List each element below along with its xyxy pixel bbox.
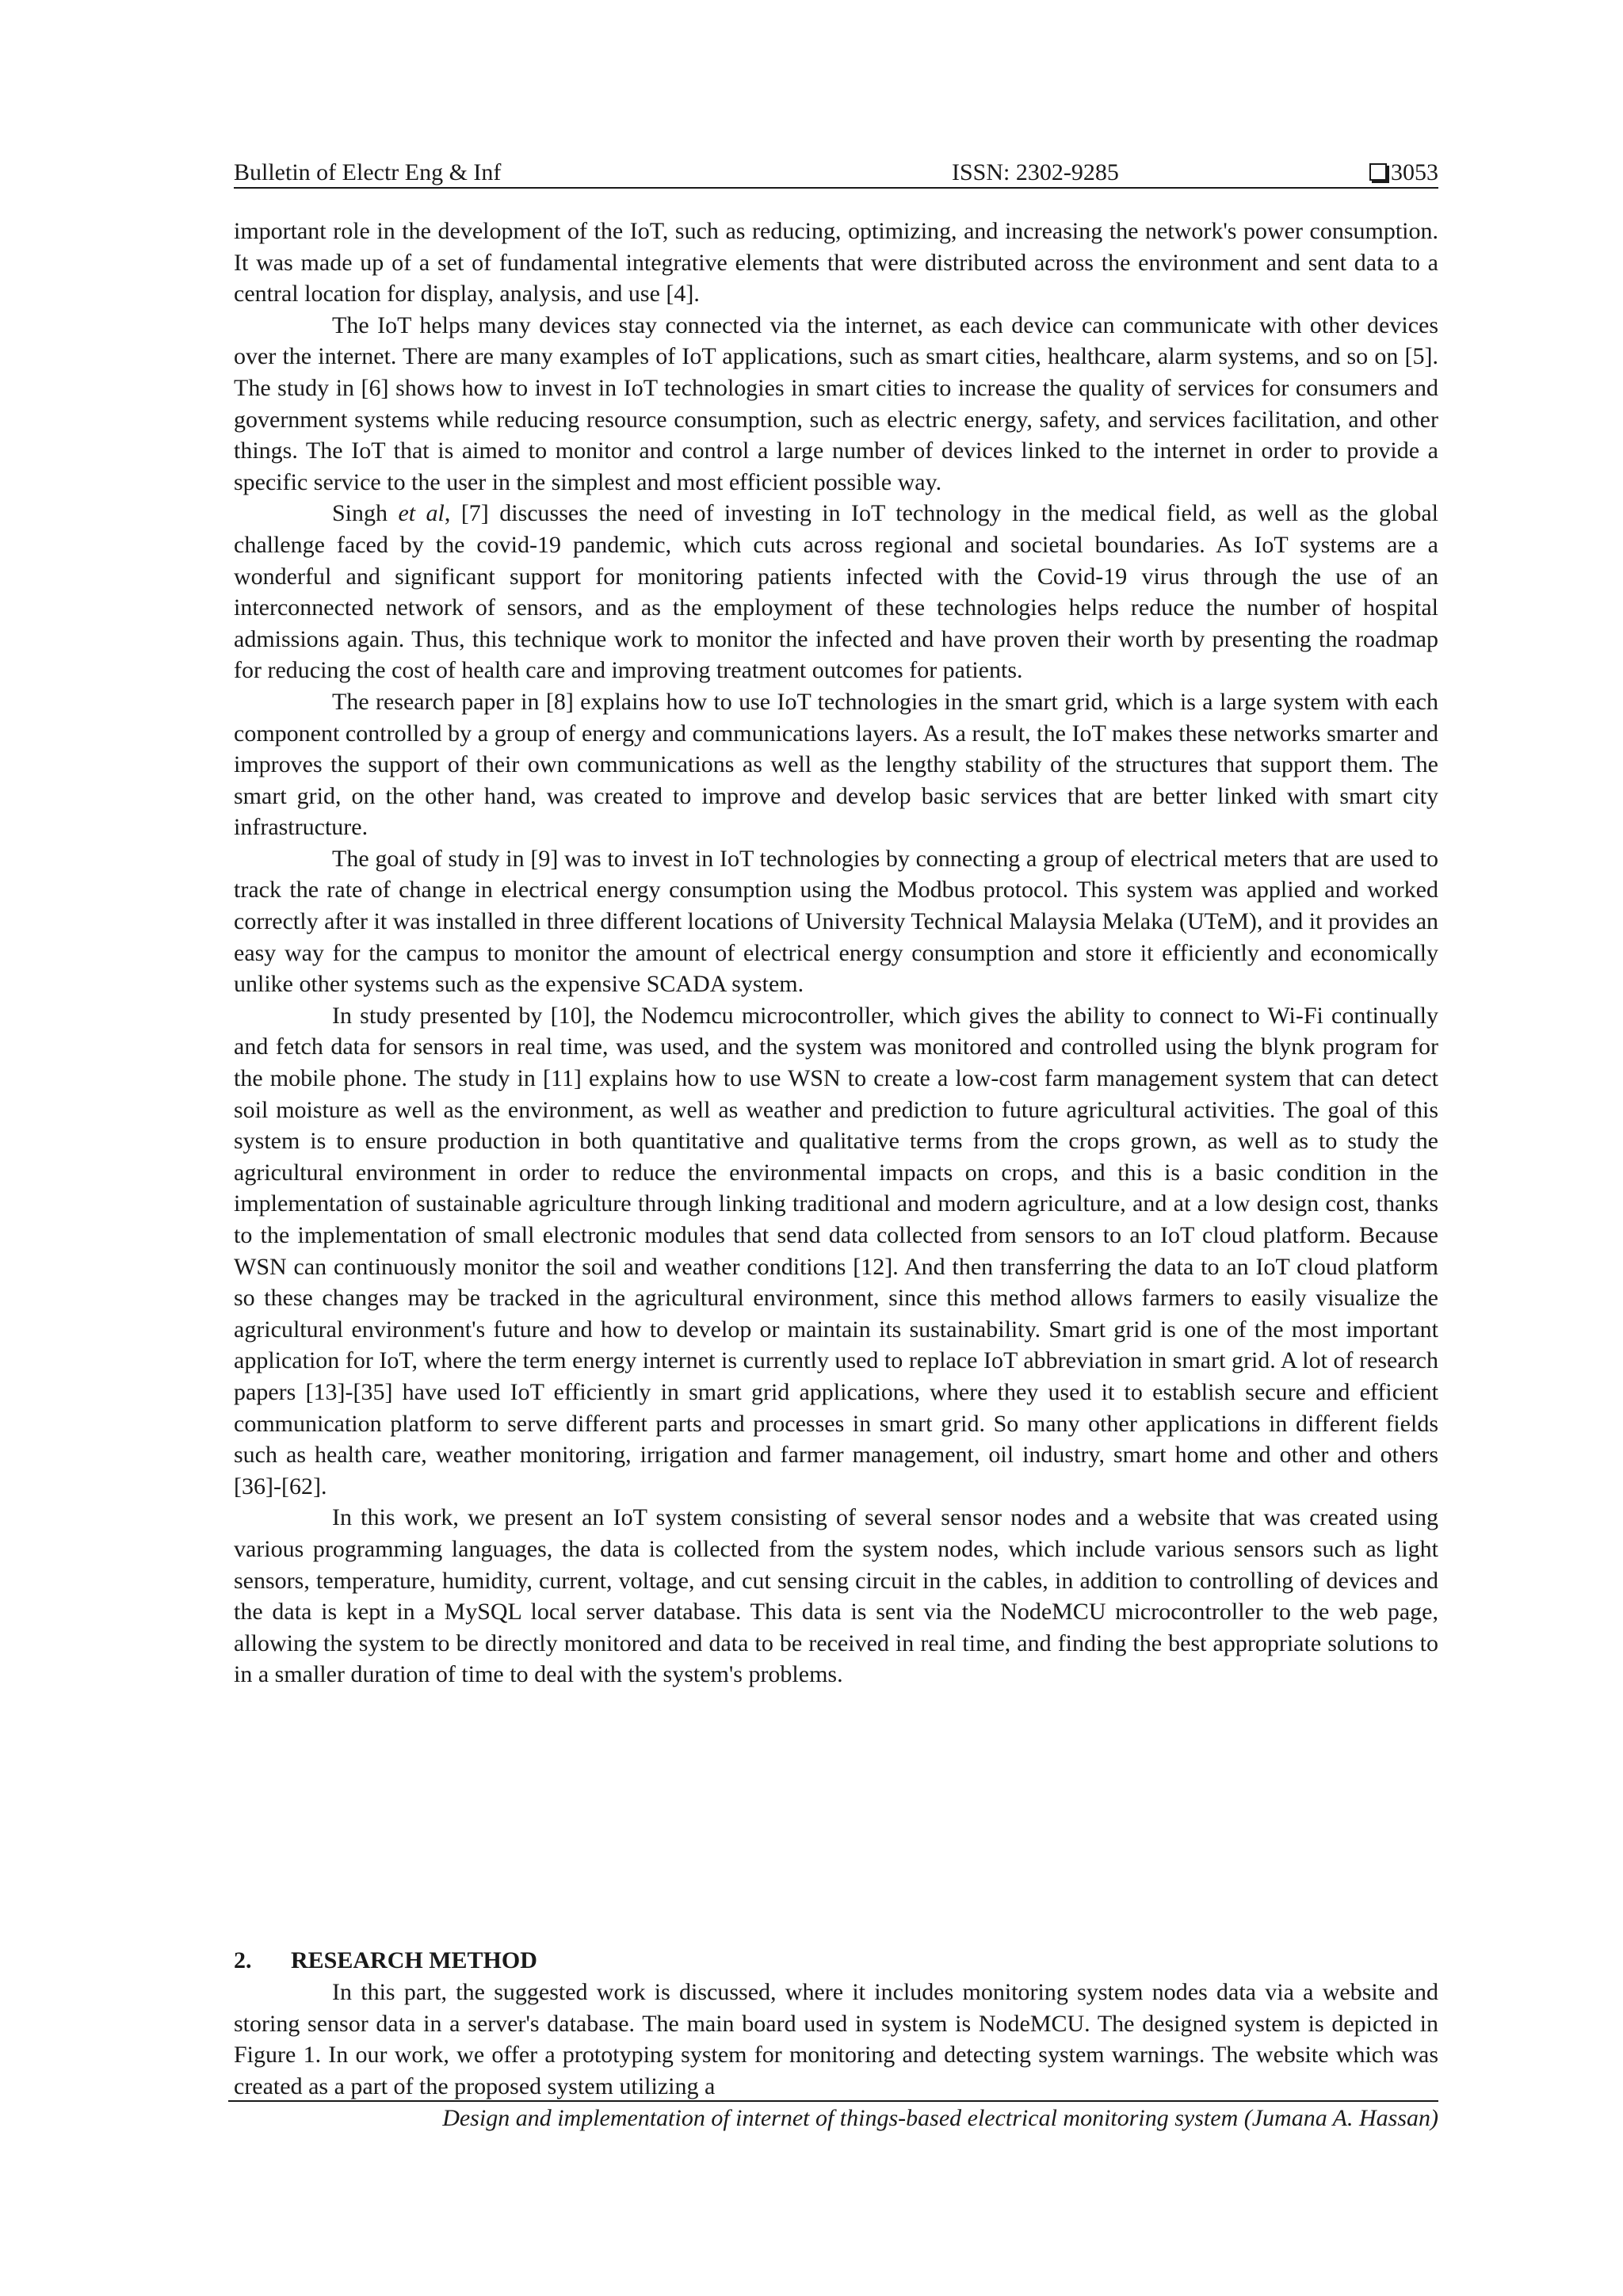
paragraph-3	[234, 498, 1438, 686]
section-number: 2.	[234, 1947, 252, 1973]
section-heading	[234, 1945, 1438, 1977]
citation: , [7]	[444, 500, 489, 527]
journal-name: Bulletin of Electr Eng & Inf	[234, 159, 502, 185]
issn: ISSN: 2302-9285	[952, 159, 1119, 185]
section-paragraph: In this part, the suggested work is discussed, where it includes monitoring system nodes data via a website and storing sensor data in a server's database. The main board used in system is NodeMCU. The designed system is depicted in Figure 1. In our work, we offer a prototyping system for monitoring and detecting system warnings. The website which was created as a part of the proposed system utilizing a	[234, 1979, 1438, 2099]
body-text	[234, 216, 1438, 1690]
running-footer: Design and implementation of internet of things-based electrical monitoring system (Jumana A. Hassan)	[442, 2105, 1438, 2131]
paragraph-1: important role in the development of the IoT, such as reducing, optimizing, and increasing the network's power consumption. It was made up of a set of fundamental integrative elements that were distributed across the environment and sent data to a central location for display, analysis, and use [4].	[234, 218, 1438, 308]
page-number: 3053	[1369, 157, 1438, 189]
paragraph-4: The research paper in [8] explains how to use IoT technologies in the smart grid, which is a large system with each component controlled by a group of energy and communications layers. As a result, the IoT makes these networks smarter and improves the support of their own communications as well as the lengthy stability of the structures that support them. The smart grid, on the other hand, was created to improve and develop basic services that are better linked with smart city infrastructure.	[234, 688, 1438, 841]
paragraph-2: The IoT helps many devices stay connected via the internet, as each device can communicate with other devices over the internet. There are many examples of IoT applications, such as smart cities, healthcare, alarm systems, and so on [5]. The study in [6] shows how to invest in IoT technologies in smart cities to increase the quality of services for consumers and government systems while reducing resource consumption, such as electric energy, safety, and services facilitation, and other things. The IoT that is aimed to monitor and control a large number of devices linked to the internet in order to provide a specific service to the user in the simplest and most efficient possible way.	[234, 311, 1438, 495]
section-body	[234, 1977, 1438, 2102]
section-title: RESEARCH METHOD	[291, 1947, 537, 1973]
paragraph-5: The goal of study in [9] was to invest in IoT technologies by connecting a group of electrical meters that are used to track the rate of change in electrical energy consumption using the Modbus protocol. This system was applied and worked correctly after it was installed in three different locations of University Technical Malaysia Melaka (UTeM), and it provides an easy way for the campus to monitor the amount of electrical energy consumption and store it efficiently and economically unlike other systems such as the expensive SCADA system.	[234, 845, 1439, 998]
paragraph-3-text: discusses the need of investing in IoT technology in the medical field, as well as the global challenge faced by the covid-19 pandemic, which cuts across regional and societal boundaries. As IoT systems are a wonderful and significant support for monitoring patients infected with the Covid-19 virus through the use of an interconnected network of sensors, and as the employment of these technologies helps reduce the number of hospital admissions again. Thus, this technique work to monitor the infected and have proven their worth by presenting the roadmap for reducing the cost of health care and improving treatment outcomes for patients.	[234, 500, 1439, 684]
paragraph-7: In this work, we present an IoT system consisting of several sensor nodes and a website that was created using various programming languages, the data is collected from the system nodes, which include various sensors such as light sensors, temperature, humidity, current, voltage, and cut sensing circuit in the cables, in addition to controlling of devices and the data is kept in a MySQL local server database. This data is sent via the NodeMCU microcontroller to the web page, allowing the system to be directly monitored and data to be received in real time, and finding the best appropriate solutions to in a smaller duration of time to deal with the system's problems.	[234, 1504, 1438, 1688]
box-icon	[1369, 163, 1387, 181]
header-rule	[234, 187, 1438, 189]
running-header	[234, 157, 1438, 189]
et-al: et al	[398, 500, 445, 527]
author-name: Singh	[332, 500, 388, 527]
paragraph-6: In study presented by [10], the Nodemcu microcontroller, which gives the ability to connect to Wi-Fi continually and fetch data for sensors in real time, was used, and the system was monitored and controlled using the blynk program for the mobile phone. The study in [11] explains how to use WSN to create a low-cost farm management system that can detect soil moisture as well as the environment, as well as weather and prediction to future agricultural activities. The goal of this system is to ensure production in both quantitative and qualitative terms from the crops grown, as well as to study the agricultural environment in order to reduce the environmental impacts on crops, and this is a basic condition in the implementation of sustainable agriculture through linking traditional and modern agriculture, and at a low design cost, thanks to the implementation of small electronic modules that send data collected from sensors to an IoT cloud platform. Because WSN can continuously monitor the soil and weather conditions [12]. And then transferring the data to an IoT cloud platform so these changes may be tracked in the agricultural environment, since this method allows farmers to easily visualize the agricultural environment's future and how to develop or maintain its sustainability. Smart grid is one of the most important application for IoT, where the term energy internet is currently used to replace IoT abbreviation in smart grid. A lot of research papers [13]-[35] have used IoT efficiently in smart grid applications, where they used it to establish secure and efficient communication platform to serve different parts and processes in smart grid. So many other applications in different fields such as health care, weather monitoring, irrigation and farmer management, oil industry, smart home and other and others [36]-[62].	[234, 1002, 1438, 1499]
